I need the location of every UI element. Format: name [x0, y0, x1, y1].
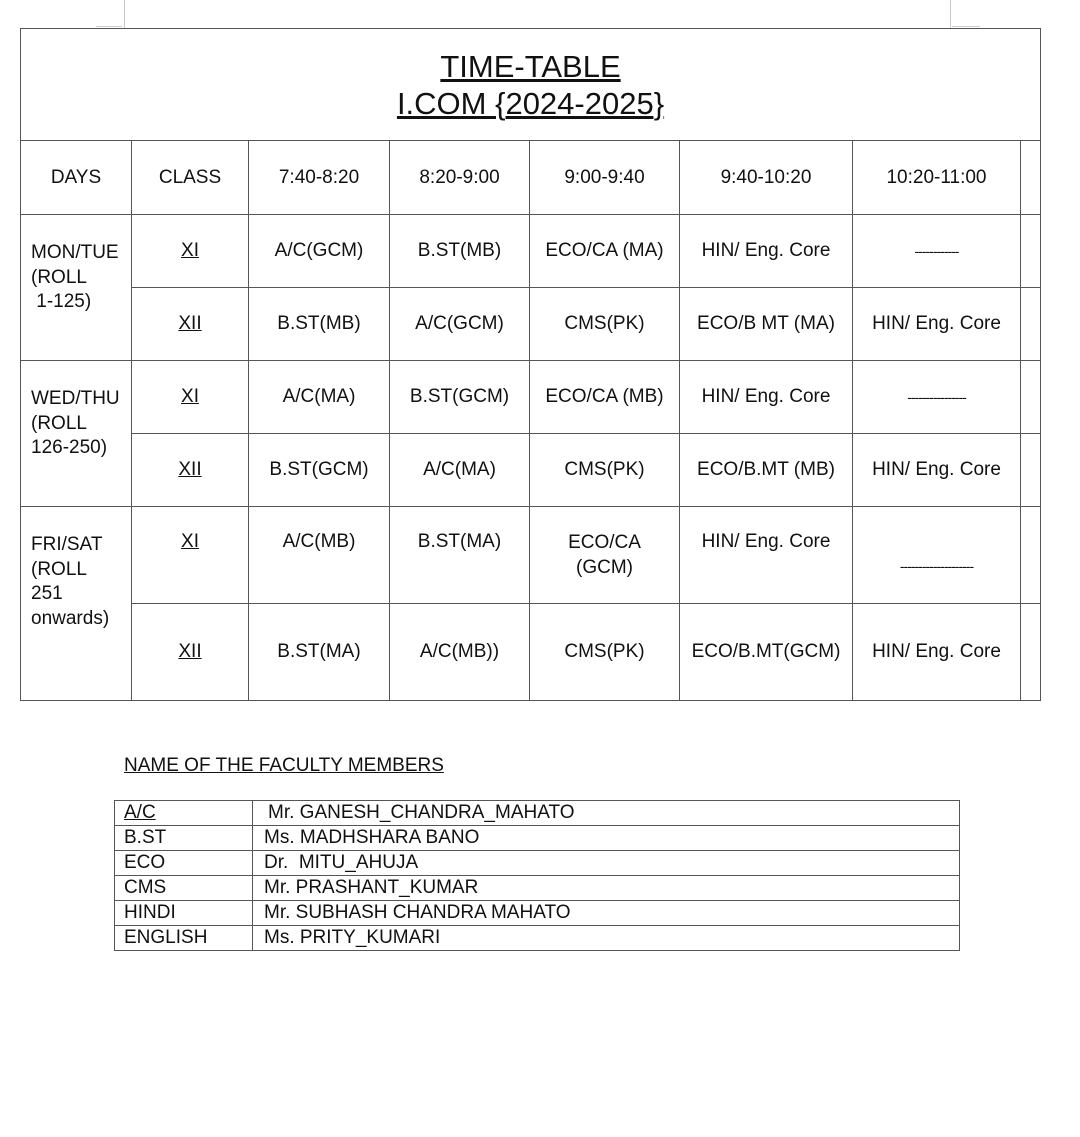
- empty-period-dashes: ----------------: [853, 361, 1021, 434]
- faculty-subject: CMS: [115, 876, 253, 901]
- table-row: [21, 361, 1041, 434]
- margin-guide-top-left: [96, 26, 122, 27]
- spacer-cell: [1021, 434, 1041, 507]
- subject-cell: A/C(MA): [390, 434, 530, 507]
- spacer-cell: [1021, 361, 1041, 434]
- subject-cell: CMS(PK): [530, 434, 680, 507]
- subject-cell: ECO/B.MT (MB): [680, 434, 853, 507]
- faculty-table: [114, 800, 960, 951]
- title-line-1: TIME-TABLE: [440, 48, 621, 84]
- faculty-row: [115, 851, 960, 876]
- subject-cell: A/C(GCM): [390, 288, 530, 361]
- days-cell: [21, 361, 132, 507]
- faculty-subject: ECO: [115, 851, 253, 876]
- subject-cell: B.ST(MB): [249, 288, 390, 361]
- faculty-name: Dr. MITU_AHUJA: [253, 851, 960, 876]
- subject-cell: HIN/ Eng. Core: [853, 434, 1021, 507]
- class-cell: XII: [178, 641, 202, 662]
- subject-cell: A/C(MB)): [390, 604, 530, 701]
- header-class: CLASS: [132, 141, 249, 215]
- class-cell: XI: [181, 240, 199, 261]
- faculty-name: Mr. SUBHASH CHANDRA MAHATO: [253, 901, 960, 926]
- subject-cell: HIN/ Eng. Core: [853, 288, 1021, 361]
- faculty-row: [115, 901, 960, 926]
- faculty-row: [115, 926, 960, 951]
- days-line: MON/TUE: [31, 242, 119, 263]
- table-row: [21, 215, 1041, 288]
- faculty-row: [115, 876, 960, 901]
- faculty-name: Ms. PRITY_KUMARI: [253, 926, 960, 951]
- subject-cell: HIN/ Eng. Core: [680, 361, 853, 434]
- spacer-cell: [1021, 604, 1041, 701]
- class-cell: XII: [178, 459, 202, 480]
- header-period: 9:00-9:40: [530, 141, 680, 215]
- table-row: [21, 288, 1041, 361]
- timetable-title: [21, 29, 1041, 141]
- header-spacer: [1021, 141, 1041, 215]
- header-period: 9:40-10:20: [680, 141, 853, 215]
- faculty-row: [115, 801, 960, 826]
- subject-cell: HIN/ Eng. Core: [680, 507, 853, 604]
- faculty-subject: ENGLISH: [115, 926, 253, 951]
- subject-cell: HIN/ Eng. Core: [853, 604, 1021, 701]
- subject-cell: B.ST(MA): [390, 507, 530, 604]
- header-period: 8:20-9:00: [390, 141, 530, 215]
- days-line: 1-125): [31, 291, 92, 312]
- subject-cell: CMS(PK): [530, 288, 680, 361]
- empty-period-dashes: --------------------: [853, 507, 1021, 604]
- subject-cell: A/C(MB): [249, 507, 390, 604]
- subject-cell: A/C(GCM): [249, 215, 390, 288]
- subject-cell: ECO/B MT (MA): [680, 288, 853, 361]
- days-line: FRI/SAT: [31, 534, 103, 555]
- subject-cell: A/C(MA): [249, 361, 390, 434]
- days-line: WED/THU: [31, 388, 120, 409]
- header-period: 10:20-11:00: [853, 141, 1021, 215]
- subject-cell: HIN/ Eng. Core: [680, 215, 853, 288]
- faculty-name: Mr. GANESH_CHANDRA_MAHATO: [253, 801, 960, 826]
- spacer-cell: [1021, 215, 1041, 288]
- class-cell: XI: [181, 531, 199, 552]
- days-cell: [21, 215, 132, 361]
- class-cell: XII: [178, 313, 202, 334]
- subject-cell: CMS(PK): [530, 604, 680, 701]
- margin-guide-top-right: [952, 26, 980, 27]
- table-row: [21, 434, 1041, 507]
- subject-cell: ECO/CA (MA): [530, 215, 680, 288]
- faculty-subject: HINDI: [115, 901, 253, 926]
- subject-line: ECO/CA: [568, 532, 641, 553]
- spacer-cell: [1021, 288, 1041, 361]
- header-days: DAYS: [21, 141, 132, 215]
- faculty-name: Ms. MADHSHARA BANO: [253, 826, 960, 851]
- days-line: 126-250): [31, 437, 108, 458]
- subject-cell: ECO/B.MT(GCM): [680, 604, 853, 701]
- days-line: (ROLL: [31, 558, 87, 580]
- subject-cell: B.ST(MA): [249, 604, 390, 701]
- header-period: 7:40-8:20: [249, 141, 390, 215]
- spacer-cell: [1021, 507, 1041, 604]
- header-row: [21, 141, 1041, 215]
- table-row: [21, 507, 1041, 604]
- subject-cell: B.ST(GCM): [249, 434, 390, 507]
- days-line: (ROLL: [31, 412, 87, 434]
- class-cell: XI: [181, 386, 199, 407]
- days-line: (ROLL: [31, 266, 87, 288]
- faculty-row: [115, 826, 960, 851]
- faculty-name: Mr. PRASHANT_KUMAR: [253, 876, 960, 901]
- faculty-subject: A/C: [115, 801, 253, 826]
- days-line: 251: [31, 583, 63, 604]
- faculty-subject: B.ST: [115, 826, 253, 851]
- days-cell: [21, 507, 132, 701]
- table-row: [21, 604, 1041, 701]
- faculty-heading: NAME OF THE FACULTY MEMBERS: [124, 755, 444, 776]
- timetable: [20, 28, 1041, 701]
- subject-cell: [530, 507, 680, 604]
- subject-cell: B.ST(GCM): [390, 361, 530, 434]
- subject-cell: B.ST(MB): [390, 215, 530, 288]
- title-line-2: I.COM {2024-2025}: [396, 85, 665, 121]
- subject-line: (GCM): [576, 556, 633, 578]
- margin-guide-left: [124, 0, 125, 28]
- subject-cell: ECO/CA (MB): [530, 361, 680, 434]
- days-line: onwards): [31, 607, 110, 629]
- empty-period-dashes: ------------: [853, 215, 1021, 288]
- margin-guide-right: [950, 0, 951, 28]
